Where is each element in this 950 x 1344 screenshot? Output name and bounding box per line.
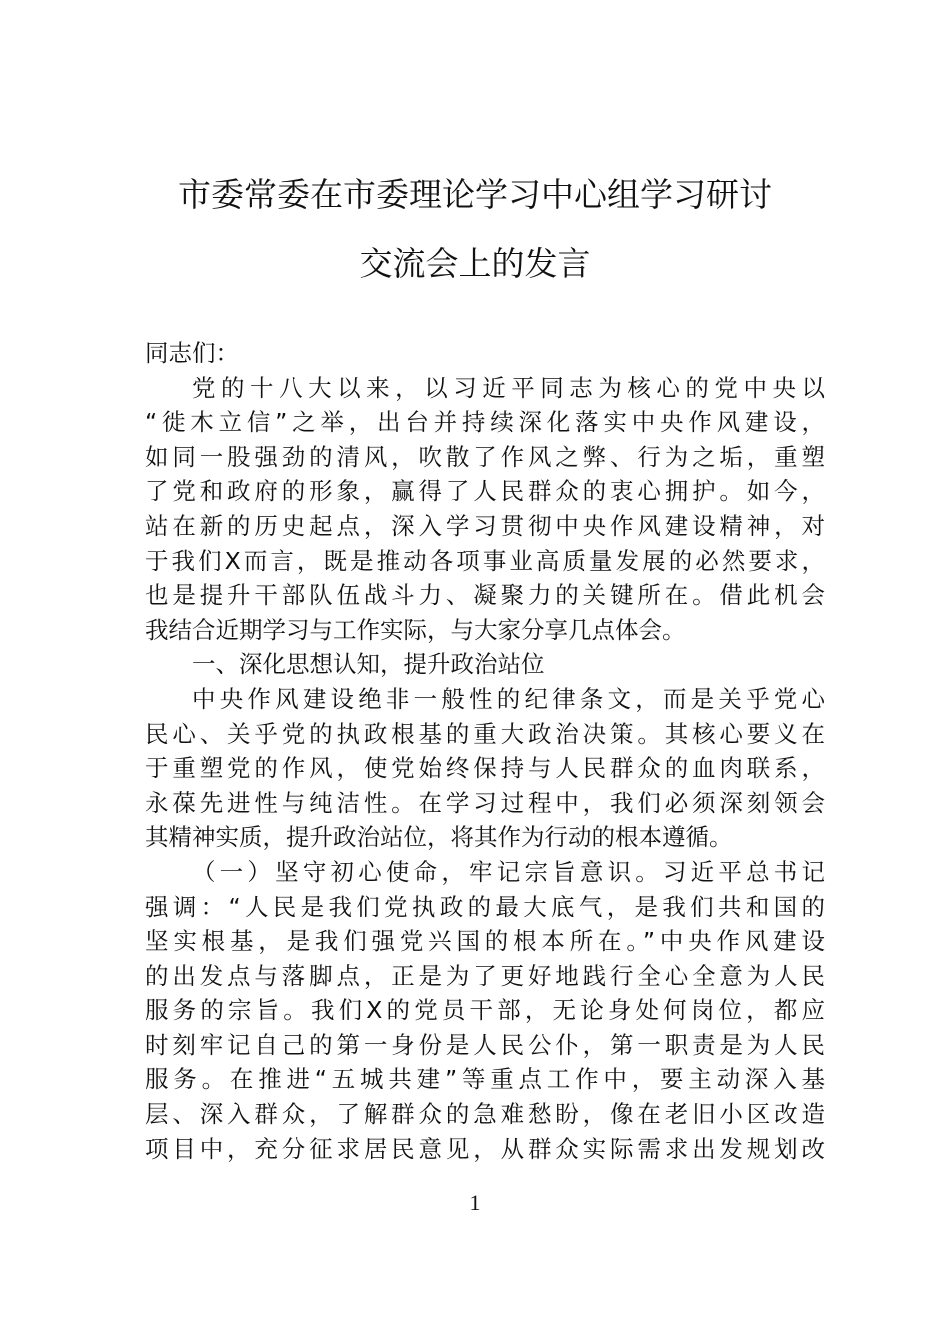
paragraph-line: 如同一股强劲的清风，吹散了作风之弊、行为之垢，重塑 [145,442,825,471]
paragraph-line: 服务的宗旨。我们X的党员干部，无论身处何岗位，都应 [145,996,825,1025]
paragraph-line: 时刻牢记自己的第一身份是人民公仆，第一职责是为人民 [145,1030,825,1059]
paragraph-line: 党的十八大以来，以习近平同志为核心的党中央以 [192,373,825,402]
paragraph-line: 层、深入群众，了解群众的急难愁盼，像在老旧小区改造 [145,1100,825,1129]
paragraph-line: 坚实根基，是我们强党兴国的根本所在。”中央作风建设 [145,927,825,956]
document-title-line-2: 交流会上的发言 [359,244,591,283]
paragraph-line: “徙木立信”之举，出台并持续深化落实中央作风建设， [145,408,825,437]
paragraph-line: 于重塑党的作风，使党始终保持与人民群众的血肉联系， [145,754,825,783]
paragraph-line: 民心、关乎党的执政根基的重大政治决策。其核心要义在 [145,719,825,748]
paragraph-line: 服务。在推进“五城共建”等重点工作中，要主动深入基 [145,1065,825,1094]
paragraph-line: 的出发点与落脚点，正是为了更好地践行全心全意为人民 [145,961,825,990]
salutation: 同志们： [145,339,239,367]
document-title-line-1: 市委常委在市委理论学习中心组学习研讨 [178,175,772,214]
section-heading: 一、深化思想认知，提升政治站位 [192,650,545,679]
page-number: 1 [469,1190,481,1215]
paragraph-line: 我结合近期学习与工作实际，与大家分享几点体会。 [145,615,686,644]
paragraph-line: 项目中，充分征求居民意见，从群众实际需求出发规划改 [145,1134,825,1163]
paragraph-line: 也是提升干部队伍战斗力、凝聚力的关键所在。借此机会 [145,581,825,610]
paragraph-line: 于我们X而言，既是推动各项事业高质量发展的必然要求， [145,546,825,575]
paragraph-line: （一）坚守初心使命，牢记宗旨意识。习近平总书记 [192,857,825,886]
paragraph-line: 了党和政府的形象，赢得了人民群众的衷心拥护。如今， [145,477,825,506]
document-body [145,336,825,1166]
paragraph-line: 其精神实质，提升政治站位，将其作为行动的根本遵循。 [145,823,733,852]
paragraph-line: 中央作风建设绝非一般性的纪律条文，而是关乎党心 [192,684,825,713]
paragraph-line: 站在新的历史起点，深入学习贯彻中央作风建设精神，对 [145,511,825,540]
paragraph-line: 强调：“人民是我们党执政的最大底气，是我们共和国的 [145,892,825,921]
paragraph-line: 永葆先进性与纯洁性。在学习过程中，我们必须深刻领会 [145,788,825,817]
